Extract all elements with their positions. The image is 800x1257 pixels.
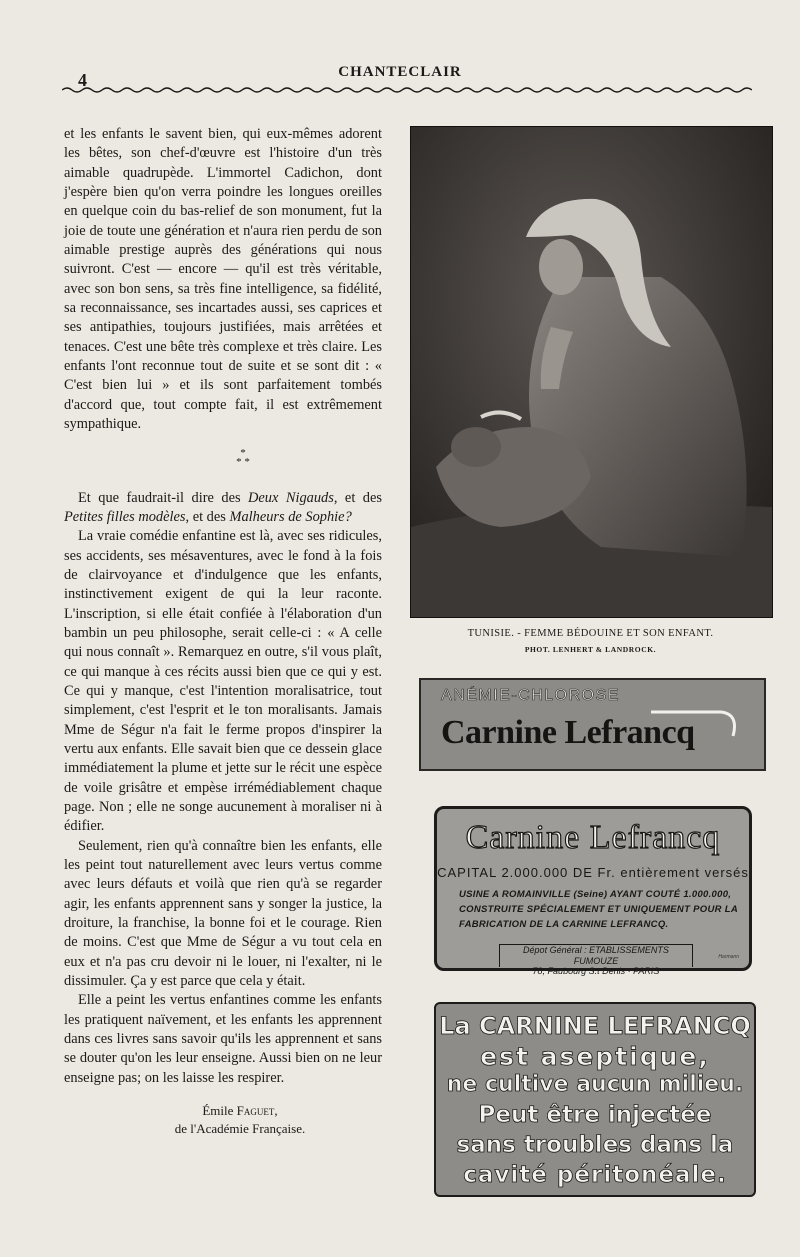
ad-artist-signature: Harmann (718, 954, 739, 960)
ad-brand: Carnine Lefrancq (441, 714, 695, 751)
article-paragraph: et les enfants le savent bien, qui eux-mêmes adorent les bêtes, son chef-d'œuvre est l'histoire d'un très aimable quadrupède. L'immortel Cadichon, dont j'espère bien qu'on verra poindre les longues oreilles en quelque coin du bas-relief de son monument, fut la joie de toute une génération et n'aura rien perdu de son aimable prestige auprès des générations qui nous suivront. C'est — encore — qu'il est très véritable, avec son bon sens, sa très fine intelligence, sa fidélité, sa reconnaissance, ses incartades aussi, ses caprices et ses antipathies, toujours justifiées, mais arrêtées et tenaces. C'est une bête très complexe et très claire. Les enfants l'ont reconnue tout de suite et se sont dit : « C'est bien lui » et ils sont parfaitement tombés d'accord que, tout compte fait, il est extrêmement sympathique. (64, 126, 382, 433)
ad-line: Peut être injectée (478, 1102, 712, 1128)
page-number: 4 (78, 70, 87, 90)
asterism: * * * (236, 446, 250, 468)
advertisement-aseptique (434, 1002, 756, 1197)
ad-brand: Carnine Lefrancq (465, 819, 721, 856)
article-paragraph: Elle a peint les vertus enfantines comme les enfants les pratiquent naïvement, et les enfants les apprennent dans ces livres sans savoir qu'ils les apprennent et sans se douter qu'on les leur enseigne. Aussi bien on ne leur enseigne pas; on les laisse les respirer. (64, 992, 382, 1086)
ad-capital: CAPITAL 2.000.000 DE Fr. entièrement versés (437, 865, 749, 880)
journal-masthead: CHANTECLAIR (338, 64, 462, 80)
ad-line: sans troubles dans la (456, 1132, 734, 1158)
ad-factory-text: USINE A ROMAINVILLE (Seine) AYANT COUTÉ 1.000.000, CONSTRUITE SPÉCIALEMENT ET UNIQUEMENT POUR LA FABRICATION DE LA CARNINE LEFRANCQ. (459, 889, 738, 930)
ad-line: est aseptique, (480, 1042, 710, 1071)
ad-line: La CARNINE LEFRANCQ (439, 1012, 751, 1040)
signature: Émile Faguet, de l'Académie Française. (174, 1103, 306, 1137)
wavy-rule (62, 85, 752, 95)
photo-caption: TUNISIE. - FEMME BÉDOUINE ET SON ENFANT. (467, 628, 714, 639)
photo-credit: PHOT. LENHERT & LANDROCK. (524, 645, 657, 654)
ad-line: cavité péritonéale. (463, 1162, 727, 1188)
ad-tagline: ANÉMIE-CHLOROSE (441, 687, 620, 704)
article-paragraph: Seulement, rien qu'à connaître bien les enfants, elle les peint tout naturellement avec leurs vertus comme avec leurs défauts et voilà que rien qu'à se regarder agir, les enfants apprennent sans y songer la justice, la droiture, la franchise, la bonne foi et le courage. Rien de moins. C'est que Mme de Ségur a vu tout cela en eux et n'a pas cru devoir ni le louer, ni l'exalter, ni le dissimuler. Ça y est parce que cela y était. (64, 837, 382, 990)
ad-line: ne cultive aucun milieu. (446, 1072, 744, 1097)
article-paragraph: Et que faudrait-il dire des Deux Nigauds, et des Petites filles modèles, et des Malheurs de Sophie? (64, 489, 382, 525)
photograph (410, 126, 773, 618)
ad-depot: Dépot Général : ETABLISSEMENTS FUMOUZE 78, Faubourg S.t Denis · PARIS (499, 944, 693, 967)
advertisement-capital (434, 806, 752, 976)
article-column (64, 125, 382, 1138)
article-paragraph: La vraie comédie enfantine est là, avec ses ridicules, ses accidents, ses mésaventures, avec le fond à la fois de clairvoyance et d'indulgence que les enfants, instinctivement exigent de qui la leur raconte. L'inscription, si elle était confiée à l'élaboration d'un bambin un peu philosophe, serait celle-ci : « A celle qui nous connaît ». Remarquez en outre, s'il vous plaît, ce qui manque à ces récits aussi bien que ce qui y est. Ce qui y manque, c'est l'intention moralisatrice, tout simplement, c'est l'esprit et le ton moralisants. Jamais Mme de Ségur n'a fait le ferme propos d'inspirer la vertu aux enfants. Elle savait bien que ce dessein glace immédiatement la plume et jette sur le récit une espèce de voile grisâtre et empèse irrémédiablement chaque page. Non ; elle ne songe aucunement à moraliser ni à édifier. (64, 528, 382, 835)
advertisement-anemie (419, 678, 766, 771)
